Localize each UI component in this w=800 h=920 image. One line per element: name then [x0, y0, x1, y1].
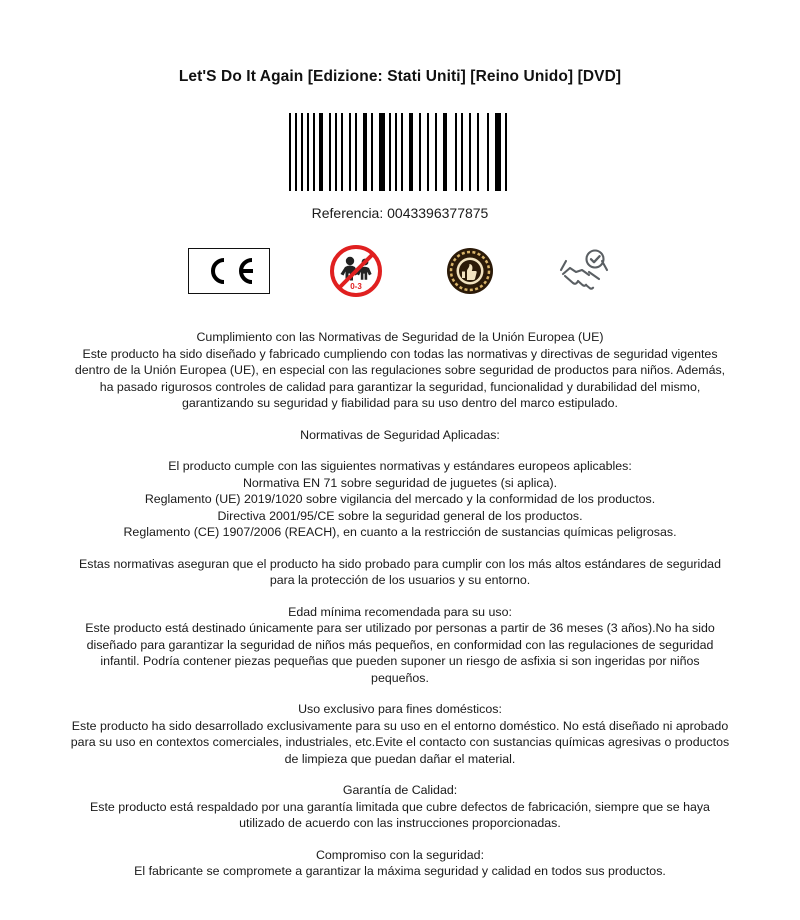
standards-heading: Normativas de Seguridad Aplicadas: — [300, 427, 500, 442]
barcode-image — [289, 113, 511, 191]
svg-text:0-3: 0-3 — [350, 282, 362, 291]
standards-item: Normativa EN 71 sobre seguridad de juguetes (si aplica). — [242, 475, 558, 490]
ce-marking-icon — [188, 248, 270, 294]
quality-seal-icon — [442, 243, 498, 299]
domestic-use-body: Este producto ha sido desarrollado exclusivamente para su uso en el entorno doméstico. No está diseñado ni aprobado para su uso en contextos comerciales, industriales, etc.Evite el contacto con sustancias químicas agresivas o productos de limpieza que puedan dañar el material. — [70, 718, 730, 766]
no-children-under-3-icon — [328, 243, 384, 299]
warranty-body: Este producto está respaldado por una garantía limitada que cubre defectos de fabricación, siempre que se haya utilizado de acuerdo con las instrucciones proporcionadas. — [90, 799, 710, 830]
commitment-heading: Compromiso con la seguridad: — [315, 847, 485, 862]
reference-label: Referencia: 0043396377875 — [311, 205, 489, 221]
standards-item: Reglamento (CE) 1907/2006 (REACH), en cuanto a la restricción de sustancias químicas peligrosas. — [123, 525, 677, 539]
standards-item: Directiva 2001/95/CE sobre la seguridad general de los productos. — [217, 508, 583, 523]
eu-compliance-heading: Cumplimiento con las Normativas de Seguridad de la Unión Europea (UE) — [196, 330, 604, 344]
standards-footer: Estas normativas aseguran que el producto ha sido probado para cumplir con los más altos estándares de seguridad para la protección de los usuarios y su entorno. — [79, 556, 721, 587]
domestic-use-heading: Uso exclusivo para fines domésticos: — [298, 702, 502, 716]
commitment-body: El fabricante se compromete a garantizar la máxima seguridad y calidad en todos sus productos. — [134, 864, 666, 878]
page-title: Let'S Do It Again [Edizione: Stati Uniti] [Reino Unido] [DVD] — [178, 68, 622, 85]
eu-compliance-body: Este producto ha sido diseñado y fabricado cumpliendo con todas las normativas y directivas de seguridad vigentes dentro de la Unión Europea (UE), en especial con las regulaciones sobre seguridad de productos para niños. Además, ha pasado rigurosos controles de calidad para garantizar la seguridad, funcionalidad y durabilidad del mismo, garantizando su seguridad y fiabilidad para su uso dentro del marco estipulado. — [74, 346, 726, 410]
barcode-block — [289, 113, 511, 221]
age-heading: Edad mínima recomendada para su uso: — [288, 604, 512, 619]
handshake-check-icon — [556, 243, 612, 299]
standards-intro: El producto cumple con las siguientes normativas y estándares europeos aplicables: — [168, 459, 632, 473]
compliance-icons-row — [188, 243, 612, 299]
legal-text-block — [70, 329, 730, 880]
age-body: Este producto está destinado únicamente para ser utilizado por personas a partir de 36 meses (3 años).No ha sido diseñado para garantizar la seguridad de niños más pequeños, en conformidad con las regulaciones de seguridad infantil. Podría contener piezas pequeñas que pueden suponer un riesgo de asfixia si son ingeridas por niños pequeños. — [85, 621, 715, 685]
warranty-heading: Garantía de Calidad: — [342, 783, 458, 797]
standards-item: Reglamento (UE) 2019/1020 sobre vigilancia del mercado y la conformidad de los productos. — [144, 492, 656, 506]
